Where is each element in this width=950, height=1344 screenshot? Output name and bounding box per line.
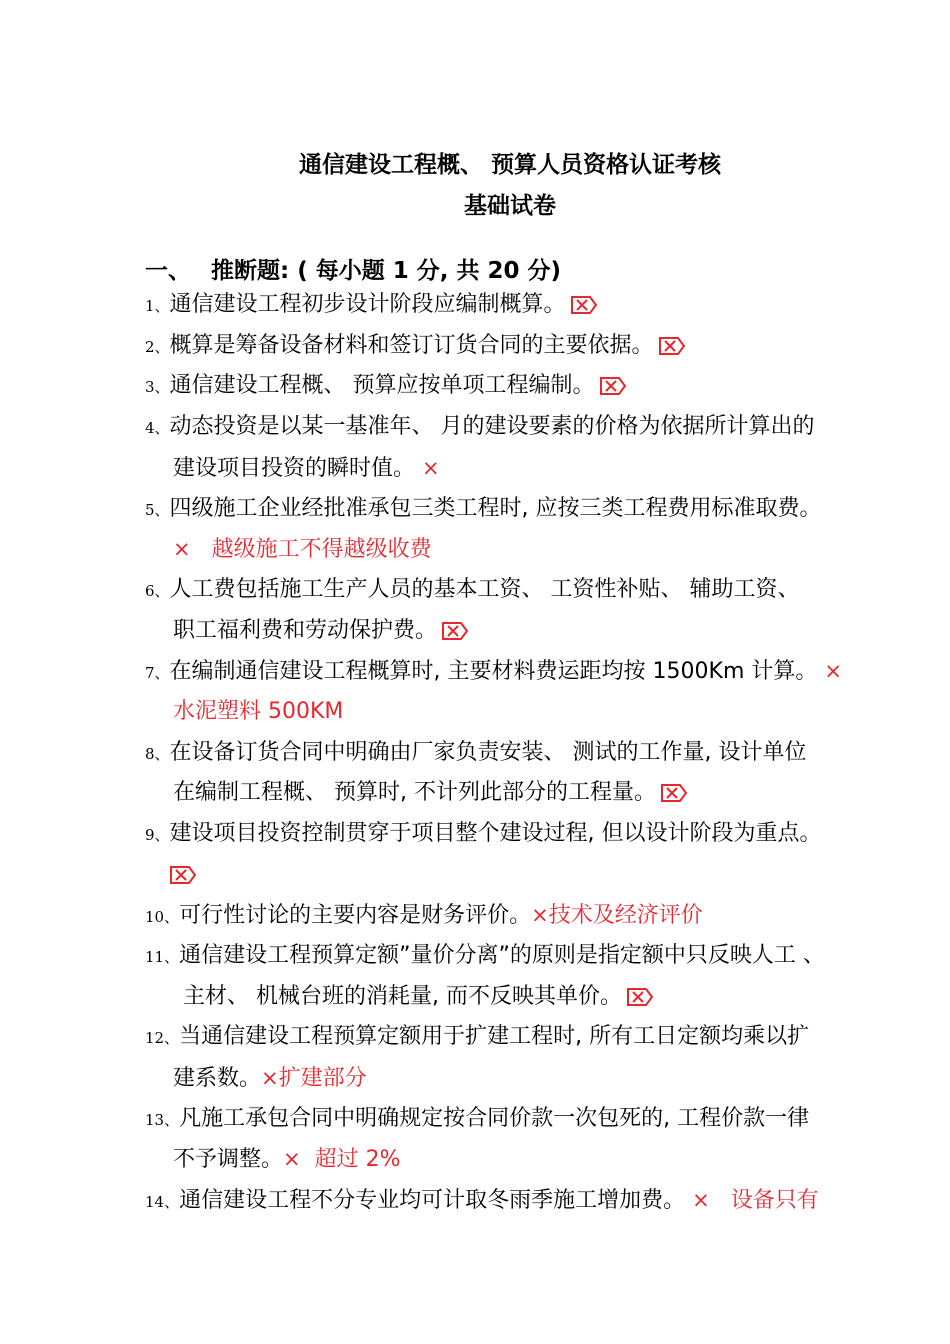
question-number: 4、	[145, 419, 170, 437]
answer-note: 技术及经济评价	[548, 903, 703, 928]
question-8	[145, 738, 807, 769]
question-number: 12、	[145, 1029, 180, 1047]
question-1	[145, 290, 598, 321]
question-text: 通信建设工程初步设计阶段应编制概算。	[169, 292, 566, 317]
wrong-mark-icon	[570, 295, 598, 315]
question-14	[145, 1185, 819, 1217]
question-11	[145, 941, 825, 972]
question-number: 6、	[145, 582, 170, 600]
question-6-cont	[173, 616, 469, 646]
section-number: 一、	[145, 258, 191, 284]
answer-mark: ×	[283, 1147, 301, 1171]
question-text: 主材、 机械台班的消耗量, 而不反映其单价。	[183, 984, 622, 1009]
question-text: 在编制工程概、 预算时, 不计列此部分的工程量。	[173, 780, 656, 805]
answer-note: 扩建部分	[278, 1066, 367, 1091]
question-9	[145, 819, 822, 850]
question-number: 7、	[145, 664, 170, 682]
question-number: 3、	[145, 378, 170, 396]
question-3	[145, 371, 627, 402]
answer-mark: ×	[422, 456, 440, 480]
question-7	[145, 656, 842, 688]
question-11-cont	[183, 982, 654, 1012]
question-5	[145, 494, 822, 525]
wrong-mark-icon	[660, 783, 688, 803]
question-text: 通信建设工程不分专业均可计取冬雨季施工增加费。	[179, 1188, 686, 1213]
question-text: 在编制通信建设工程概算时, 主要材料费运距均按 1500Km 计算。	[169, 659, 818, 684]
answer-mark: ×	[261, 1066, 279, 1090]
question-number: 2、	[145, 338, 170, 356]
question-13-cont	[173, 1144, 401, 1175]
question-text: 职工福利费和劳动保护费。	[173, 618, 438, 643]
question-number: 1、	[145, 297, 170, 315]
question-number: 13、	[145, 1111, 180, 1129]
question-number: 5、	[145, 501, 170, 519]
question-6	[145, 575, 800, 606]
question-number: 8、	[145, 745, 170, 763]
question-text: 建系数。	[173, 1066, 262, 1091]
question-text: 建设项目投资的瞬时值。	[173, 456, 416, 481]
question-12-cont	[173, 1063, 367, 1094]
section-label: 推断题: ( 每小题 1 分, 共 20 分)	[211, 258, 562, 284]
question-text: 在设备订货合同中明确由厂家负责安装、 测试的工作量, 设计单位	[169, 740, 807, 765]
exam-subtitle: 基础试卷	[464, 193, 556, 219]
answer-note: 超过 2%	[314, 1147, 401, 1172]
section-heading	[145, 252, 561, 285]
question-8-cont	[173, 778, 688, 808]
question-number: 14、	[145, 1193, 180, 1211]
question-2	[145, 331, 686, 362]
answer-note: 设备只有	[730, 1188, 819, 1213]
question-number: 10、	[145, 908, 180, 926]
wrong-mark-icon	[599, 376, 627, 396]
wrong-mark-icon	[169, 865, 197, 885]
question-4	[145, 412, 815, 443]
question-text: 当通信建设工程预算定额用于扩建工程时, 所有工日定额均乘以扩	[179, 1024, 810, 1049]
question-5-cont	[173, 534, 432, 565]
question-13	[145, 1104, 809, 1135]
question-7-cont	[173, 697, 343, 727]
question-10	[145, 900, 703, 932]
answer-mark: ×	[692, 1188, 710, 1212]
question-text: 凡施工承包合同中明确规定按合同价款一次包死的, 工程价款一律	[179, 1106, 810, 1131]
question-number: 11、	[145, 948, 180, 966]
answer-mark: ×	[824, 659, 842, 683]
question-12	[145, 1022, 809, 1053]
answer-mark: ×	[531, 903, 549, 927]
answer-note: 越级施工不得越级收费	[211, 537, 432, 562]
answer-note: 水泥塑料 500KM	[173, 699, 344, 724]
question-text: 不予调整。	[173, 1147, 284, 1172]
question-text: 概算是筹备设备材料和签订订货合同的主要依据。	[169, 333, 654, 358]
question-text: 通信建设工程概、 预算应按单项工程编制。	[169, 373, 595, 398]
question-text: 人工费包括施工生产人员的基本工资、 工资性补贴、 辅助工资、	[169, 577, 800, 602]
wrong-mark-icon	[658, 336, 686, 356]
wrong-mark-icon	[441, 621, 469, 641]
question-text: 建设项目投资控制贯穿于项目整个建设过程, 但以设计阶段为重点。	[169, 821, 822, 846]
answer-mark: ×	[173, 537, 191, 561]
exam-title: 通信建设工程概、 预算人员资格认证考核	[298, 152, 721, 178]
question-4-cont	[173, 453, 440, 484]
question-text: 通信建设工程预算定额”量价分离”的原则是指定额中只反映人工 、	[179, 943, 825, 968]
question-text: 动态投资是以某一基准年、 月的建设要素的价格为依据所计算出的	[169, 414, 815, 439]
wrong-mark-icon	[626, 987, 654, 1007]
question-9-cont	[169, 860, 197, 890]
question-number: 9、	[145, 826, 170, 844]
question-text: 可行性讨论的主要内容是财务评价。	[179, 903, 532, 928]
question-text: 四级施工企业经批准承包三类工程时, 应按三类工程费用标准取费。	[169, 496, 822, 521]
